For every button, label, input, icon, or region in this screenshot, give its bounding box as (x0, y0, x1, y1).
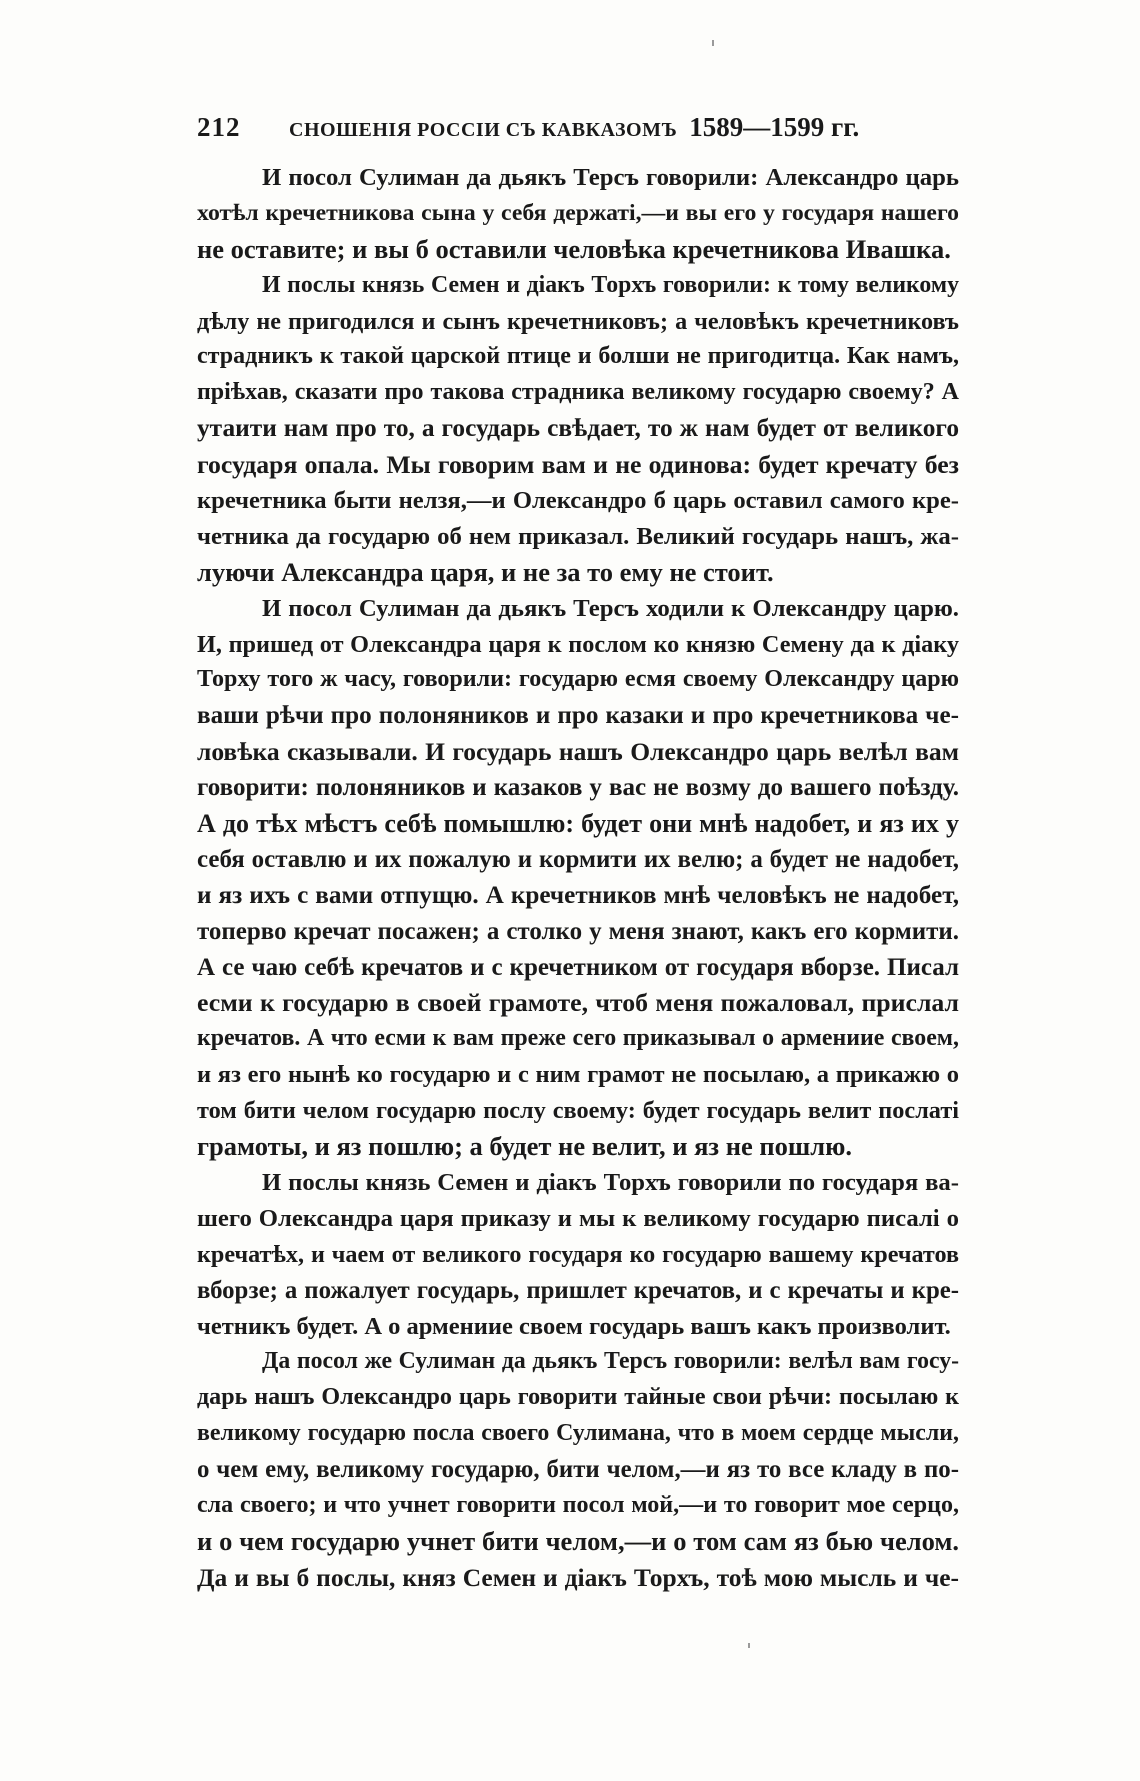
text-line: А до тѣх мѣстъ себѣ помышлю: будет они мнѣ надобет, и яз их у (197, 809, 959, 839)
paragraph-2 (197, 268, 959, 591)
text-line: Да посол же Сулиман да дьякъ Терсъ говорили: велѣл вам госу- (262, 1348, 959, 1375)
page-number: 212 (197, 112, 241, 142)
text-line: страдникъ к такой царской птице и болши не пригодитца. Как намъ, (197, 343, 959, 370)
text-line: великому государю посла своего Сулимана, что в моем сердце мысли, (197, 1420, 959, 1447)
text-line: кречетника быти нелзя,—и Олександро б царь оставил самого кре- (197, 487, 959, 515)
running-head (197, 112, 957, 152)
text-line: грамоты, и яз пошлю; а будет не велит, и яз не пошлю. (197, 1131, 852, 1162)
print-speck (712, 40, 714, 46)
text-line: говорити: полоняников и казаков у вас не возму до вашего поѣзду. (197, 774, 959, 802)
text-line: хотѣл кречетникова сына у себя держатi,—и вы его у государя нашего (197, 199, 959, 226)
text-line: четникъ будет. А о армениие своем государь вашъ какъ произволит. (197, 1312, 951, 1340)
text-line: ловѣка сказывали. И государь нашъ Олександро царь велѣл вам (197, 737, 959, 767)
text-line: топерво кречат посажен; а столко у меня знают, какъ его кормити. (197, 917, 959, 945)
text-line: И посол Сулиман да дьякъ Терсъ говорили: Александро царь (262, 164, 959, 191)
text-line: луючи Александра царя, и не за то ему не стоит. (197, 556, 774, 587)
running-years: 1589—1599 гг. (689, 112, 860, 142)
text-line: и о чем государю учнет бити челом,—и о том сам яз бью челом. (197, 1525, 959, 1556)
text-line: шего Олександра царя приказу и мы к великому государю писалi о (197, 1204, 959, 1232)
text-line: государя опала. Мы говорим вам и не одинова: будет кречату без (197, 450, 959, 480)
running-title: СНОШЕНІЯ РОССІИ СЪ КАВКАЗОМЪ (289, 119, 678, 141)
paragraph-1 (197, 160, 959, 268)
text-line: Торху того ж часу, говорили: государю есмя своему Олександру царю (197, 666, 959, 693)
text-line: дѣлу не пригодился и сынъ кречетниковъ; а человѣкъ кречетниковъ (197, 307, 959, 335)
text-line: утаити нам про то, а государь свѣдает, то ж нам будет от великого (197, 414, 959, 443)
text-line: и яз его нынѣ ко государю и с ним грамот не посылаю, а прикажю о (197, 1061, 959, 1089)
text-line: и яз ихъ с вами отпущю. А кречетников мнѣ человѣкъ не надобет, (197, 881, 959, 909)
text-line: кречатов. А что есми к вам преже сего приказывал о армениие своем, (197, 1025, 959, 1052)
text-line: не оставите; и вы б оставили человѣка кречетникова Ивашка. (197, 233, 951, 264)
text-line: А се чаю себѣ кречатов и с кречетником от государя вборзе. Писал (197, 953, 959, 981)
text-line: есми к государю в своей грамоте, чтоб меня пожаловал, прислал (197, 988, 959, 1018)
paragraph-5 (197, 1344, 959, 1595)
text-line: себя оставлю и их пожалую и кормити их велю; а будет не надобет, (197, 845, 959, 873)
text-line: И послы князь Семен и дiакъ Торхъ говорили: к тому великому (262, 271, 959, 298)
text-line: И, пришед от Олександра царя к послом ко князю Семену да к дiаку (197, 630, 959, 658)
paragraph-4 (197, 1165, 959, 1344)
print-speck (748, 1643, 750, 1648)
text-line: том бити челом государю послу своему: будет государь велит послатi (197, 1097, 959, 1125)
text-line: И посол Сулиман да дьякъ Терсъ ходили к Олександру царю. (262, 594, 959, 622)
text-line: дарь нашъ Олександро царь говорити тайные свои рѣчи: посылаю к (197, 1384, 959, 1411)
text-line: И послы князь Семен и дiакъ Торхъ говорили по государя ва- (262, 1168, 959, 1196)
body-text (197, 160, 959, 1596)
text-line: прiѣхав, сказати про такова страдника великому государю своему? А (197, 379, 959, 406)
text-line: сла своего; и что учнет говорити посол мой,—и то говорит мое серцо, (197, 1491, 959, 1518)
text-line: кречатѣх, и чаем от великого государя ко государю вашему кречатов (197, 1240, 959, 1268)
text-line: четника да государю об нем приказал. Великий государь нашъ, жа- (197, 522, 959, 550)
paragraph-3 (197, 591, 959, 1165)
text-line: вборзе; а пожалует государь, пришлет кречатов, и с кречаты и кре- (197, 1276, 959, 1304)
text-line: Да и вы б послы, княз Семен и дiакъ Торхъ, тоѣ мою мысль и че- (197, 1562, 959, 1592)
text-line: о чем ему, великому государю, бити челом,—и яз то все кладу в по- (197, 1456, 959, 1484)
text-line: ваши рѣчи про полоняников и про казаки и про кречетникова че- (197, 702, 959, 730)
